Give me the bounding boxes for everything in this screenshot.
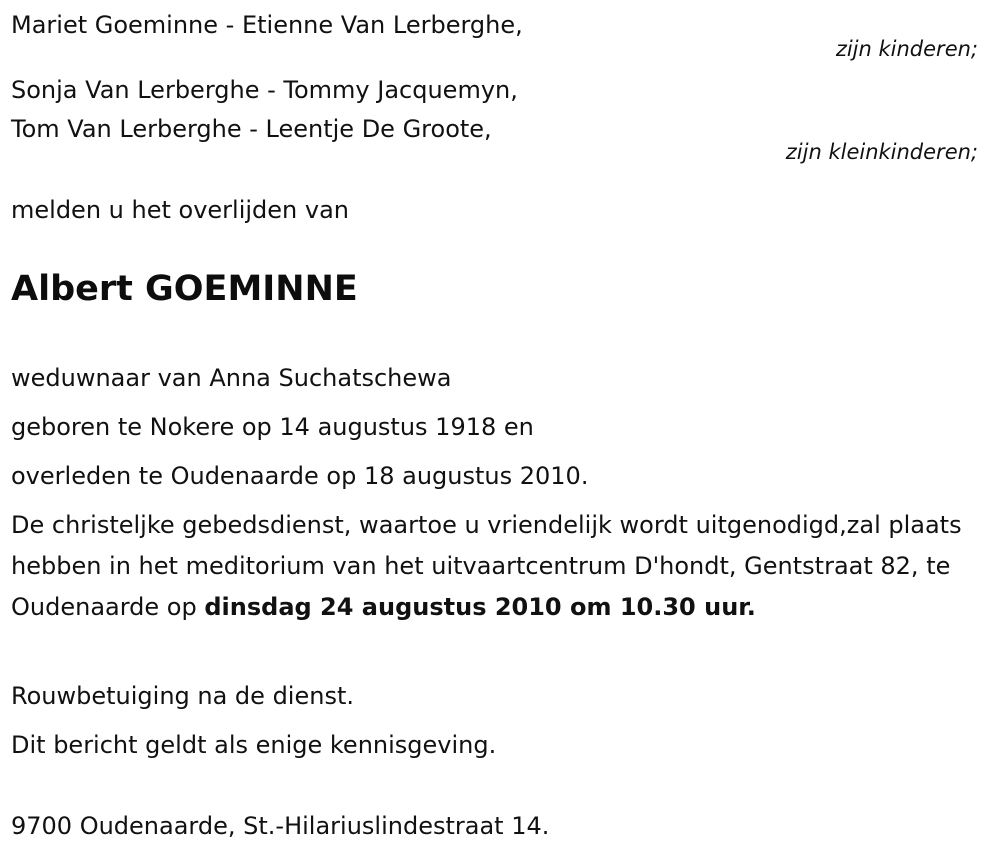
service-date: dinsdag 24 augustus 2010 om 10.30 uur. <box>204 593 756 621</box>
notice-text: Dit bericht geldt als enige kennisgeving. <box>11 731 497 759</box>
children-role-label: zijn kinderen; <box>835 37 978 61</box>
detail-widower: weduwnaar van Anna Suchatschewa <box>11 364 452 392</box>
detail-died: overleden te Oudenaarde op 18 augustus 2010. <box>11 462 589 490</box>
intro-text: melden u het overlijden van <box>11 196 349 224</box>
service-paragraph <box>11 505 986 628</box>
children-names: Mariet Goeminne - Etienne Van Lerberghe, <box>11 11 523 39</box>
grandchildren-line-1: Sonja Van Lerberghe - Tommy Jacquemyn, <box>11 76 518 104</box>
detail-born: geboren te Nokere op 14 augustus 1918 en <box>11 413 534 441</box>
address-text: 9700 Oudenaarde, St.-Hilariuslindestraat 14. <box>11 812 550 840</box>
grandchildren-line-2: Tom Van Lerberghe - Leentje De Groote, <box>11 115 492 143</box>
grandchildren-role-label: zijn kleinkinderen; <box>785 140 978 164</box>
deceased-name: Albert GOEMINNE <box>11 269 358 309</box>
condolence-text: Rouwbetuiging na de dienst. <box>11 682 354 710</box>
service-text: De christeljke gebedsdienst, waartoe u vriendelijk wordt uitgenodigd,zal plaats hebben in het meditorium van het uitvaartcentrum D'hondt, Gentstraat 82, te Oudenaarde op <box>11 511 962 621</box>
